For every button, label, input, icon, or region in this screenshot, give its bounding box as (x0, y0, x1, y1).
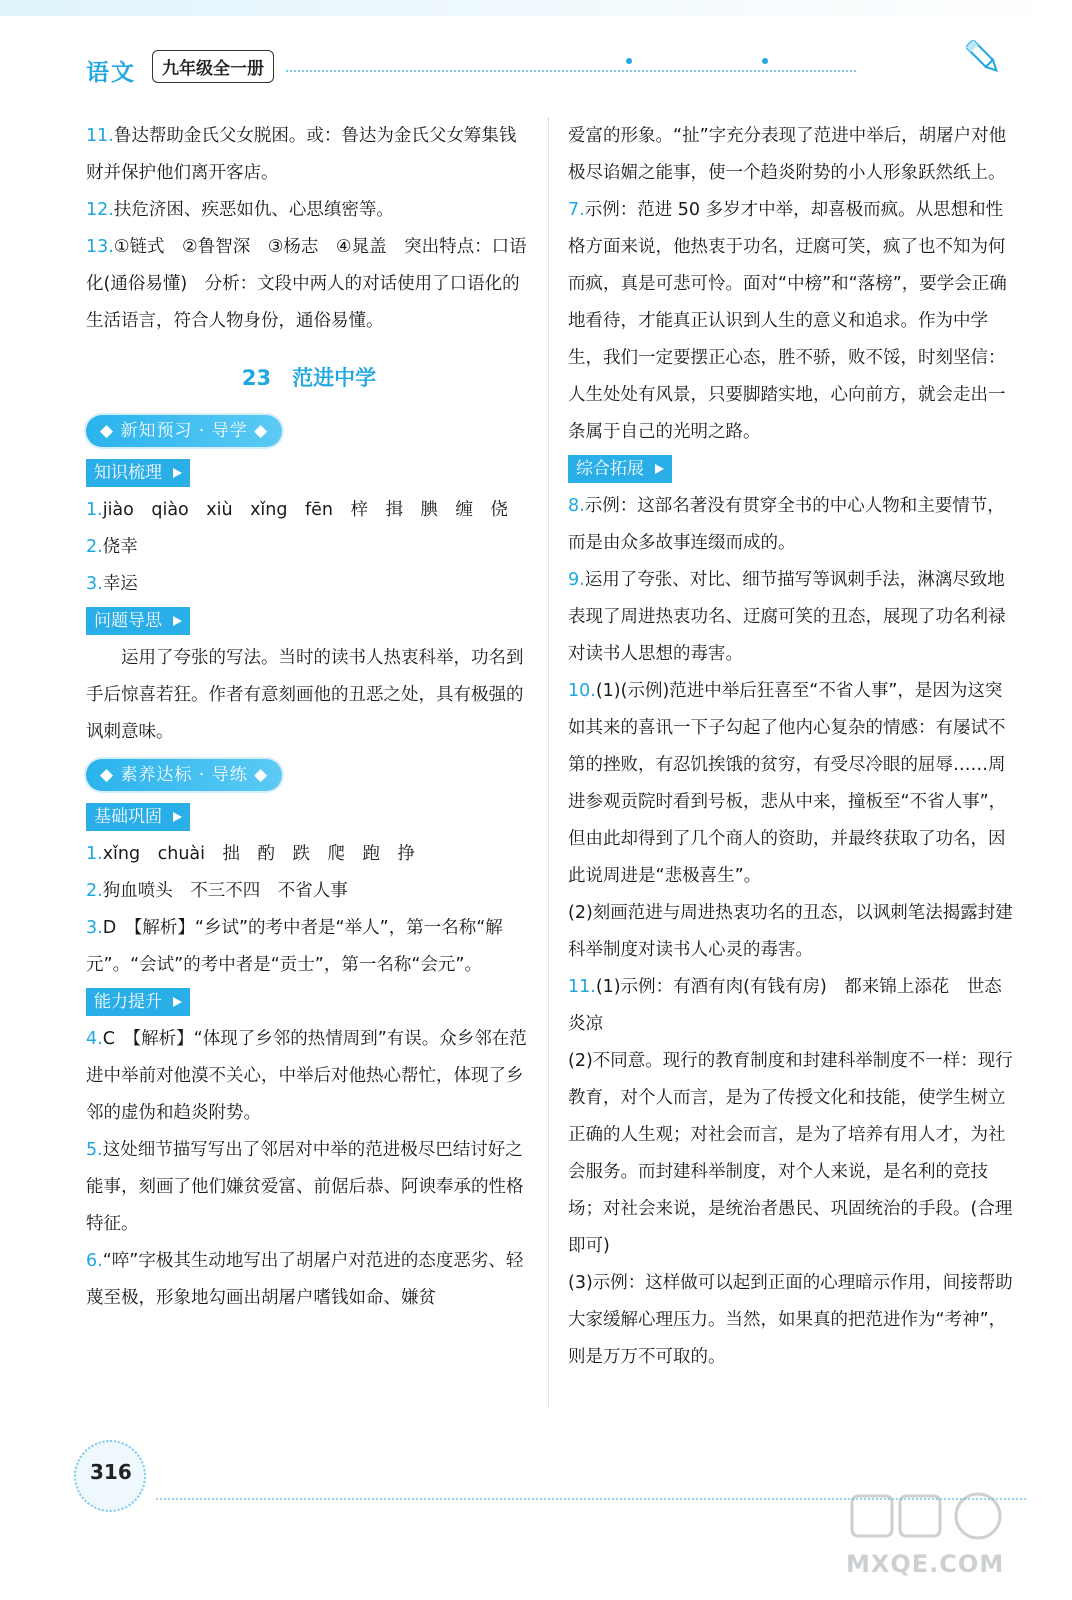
header-dot (626, 58, 632, 64)
answer-item: 11.(1)示例：有酒有肉(有钱有房) 都来锦上添花 世态炎凉 (568, 977, 1002, 1034)
answer-item: 11.鲁达帮助金氏父女脱困。或：鲁达为金氏父女筹集钱财并保护他们离开客店。 (86, 126, 517, 183)
pen-icon (958, 32, 1008, 82)
answer-paragraph: 爱富的形象。“扯”字充分表现了范进中举后，胡屠户对他极尽谄媚之能事，使一个趋炎附势的小人形象跃然纸上。 (568, 126, 1007, 183)
answer-item: 10.(1)(示例)范进中举后狂喜至“不省人事”，是因为这突如其来的喜讯一下子勾起了他内心复杂的情感：有屡试不第的挫败，有忍饥挨饿的贫穷，有受尽冷眼的屈辱……周进参观贡院时看到号板，悲从中来，撞板至“不省人事”，但由此却得到了几个商人的资助，并最终获取了功名，因此说周进是“悲极喜生”。 (568, 681, 1007, 886)
answer-item: 1.xǐng chuài 拙 酌 跌 爬 跑 挣 (86, 844, 416, 864)
page-number: 316 (90, 1460, 132, 1484)
answer-subitem: (2)刻画范进与周进热衷功名的丑态，以讽刺笔法揭露封建科举制度对读书人心灵的毒害。 (568, 903, 1013, 960)
watermark-text: MXQE.COM (846, 1550, 1005, 1578)
grade-label: 九年级全一册 (152, 50, 274, 83)
right-column (568, 118, 1016, 1376)
section-tag: 能力提升 (86, 988, 190, 1016)
section-banner: ◆ 新知预习 · 导学 ◆ (86, 415, 282, 447)
top-decoration-bar (0, 0, 1072, 16)
watermark-logo (846, 1488, 1026, 1588)
left-column (86, 118, 532, 1317)
answer-item: 6.“啐”字极其生动地写出了胡屠户对范进的态度恶劣、轻蔑至极，形象地勾画出胡屠户嗜钱如命、嫌贫 (86, 1251, 524, 1308)
answer-item: 3.幸运 (86, 574, 138, 594)
section-tag: 问题导思 (86, 607, 190, 635)
subject-label: 语文 (86, 60, 136, 86)
answer-item: 9.运用了夸张、对比、细节描写等讽刺手法，淋漓尽致地表现了周进热衷功名、迂腐可笑的丑态，展现了功名利禄对读书人思想的毒害。 (568, 570, 1006, 664)
answer-paragraph: 运用了夸张的写法。当时的读书人热衷科举，功名到手后惊喜若狂。作者有意刻画他的丑恶之处，具有极强的讽刺意味。 (86, 648, 524, 742)
answer-item: 2.侥幸 (86, 537, 138, 557)
answer-item: 13.①链式 ②鲁智深 ③杨志 ④晁盖 突出特点：口语化(通俗易懂) 分析：文段中两人的对话使用了口语化的生活语言，符合人物身份，通俗易懂。 (86, 237, 527, 331)
answer-item: 5.这处细节描写写出了邻居对中举的范进极尽巴结讨好之能事，刻画了他们嫌贫爱富、前倨后恭、阿谀奉承的性格特征。 (86, 1140, 524, 1234)
answer-item: 4.C 【解析】“体现了乡邻的热情周到”有误。众乡邻在范进中举前对他漠不关心，中举后对他热心帮忙，体现了乡邻的虚伪和趋炎附势。 (86, 1029, 527, 1123)
column-divider (548, 118, 549, 1408)
answer-subitem: (3)示例：这样做可以起到正面的心理暗示作用，间接帮助大家缓解心理压力。当然，如果真的把范进作为“考神”，则是万万不可取的。 (568, 1273, 1013, 1367)
section-tag: 知识梳理 (86, 459, 190, 487)
section-banner: ◆ 素养达标 · 导练 ◆ (86, 759, 282, 791)
answer-item: 2.狗血喷头 不三不四 不省人事 (86, 881, 348, 901)
section-tag: 基础巩固 (86, 803, 190, 831)
header-dotted-line (286, 70, 856, 72)
lesson-title: 23 范进中学 (241, 366, 377, 390)
answer-item: 1.jiào qiào xiù xǐng fēn 梓 揖 腆 缠 侥 (86, 500, 509, 520)
section-tag: 综合拓展 (568, 455, 672, 483)
answer-item: 8.示例：这部名著没有贯穿全书的中心人物和主要情节，而是由众多故事连缀而成的。 (568, 496, 1005, 553)
watermark-logo-icon (846, 1488, 1026, 1548)
answer-item: 7.示例：范进 50 多岁才中举，却喜极而疯。从思想和性格方面来说，他热衷于功名，迂腐可笑，疯了也不知为何而疯，真是可悲可怜。面对“中榜”和“落榜”，要学会正确地看待，才能真正认识到人生的意义和追求。作为中学生，我们一定要摆正心态，胜不骄，败不馁，时刻坚信：人生处处有风景，只要脚踏实地，心向前方，就会走出一条属于自己的光明之路。 (568, 200, 1007, 442)
answer-subitem: (2)不同意。现行的教育制度和封建科举制度不一样：现行教育，对个人而言，是为了传授文化和技能，使学生树立正确的人生观；对社会而言，是为了培养有用人才，为社会服务。而封建科举制度，对个人来说，是名利的竞技场；对社会来说，是统治者愚民、巩固统治的手段。(合理即可) (568, 1051, 1013, 1256)
answer-item: 3.D 【解析】“乡试”的考中者是“举人”，第一名称“解元”。“会试”的考中者是“贡士”，第一名称“会元”。 (86, 918, 503, 975)
header-dot (762, 58, 768, 64)
page-header (86, 48, 1016, 88)
answer-item: 12.扶危济困、疾恶如仇、心思缜密等。 (86, 200, 394, 220)
